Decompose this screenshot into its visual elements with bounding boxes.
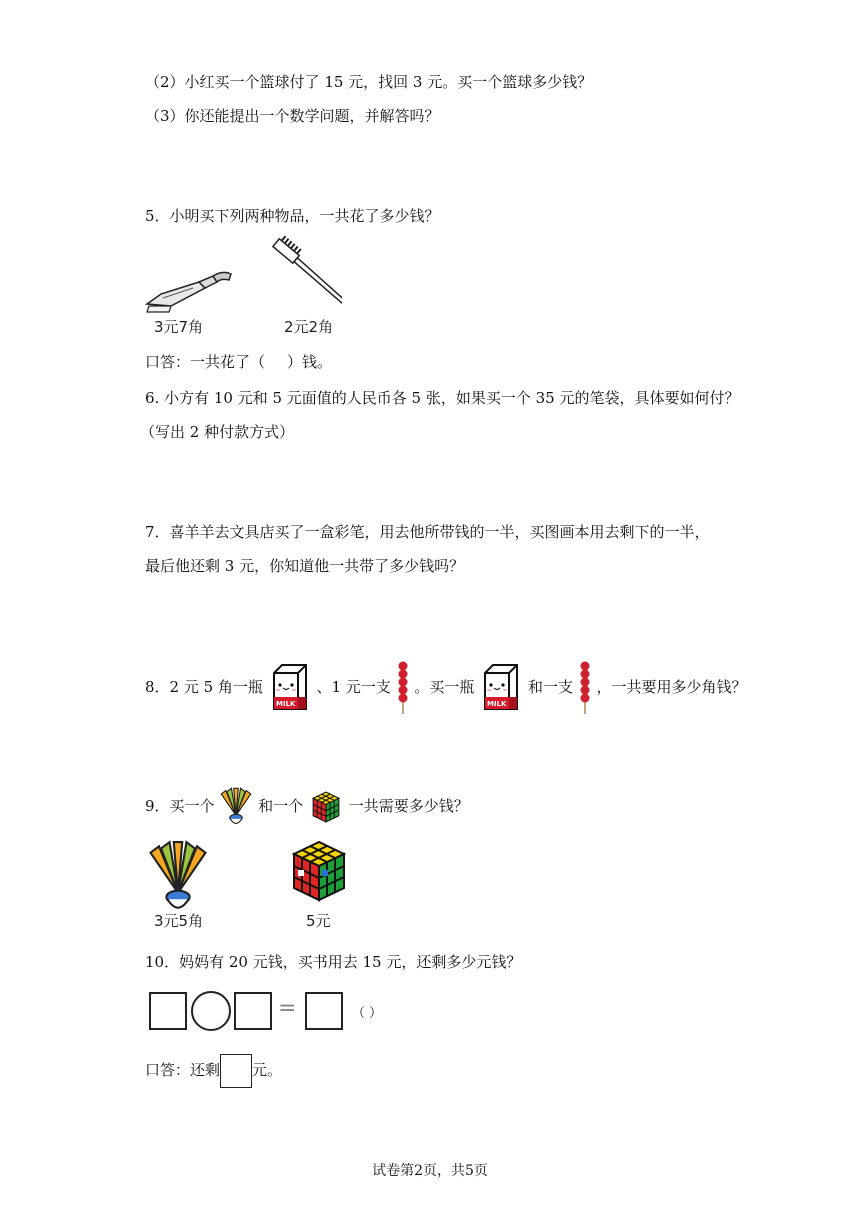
q10-answer [145, 1054, 282, 1088]
candied-haws-icon [396, 660, 410, 716]
q10-question: 10．妈妈有 20 元钱，买书用去 15 元，还剩多少元钱？ [145, 953, 522, 971]
rubiks-cube-large-icon [284, 836, 354, 906]
q6-line2: （写出 2 种付款方式） [140, 423, 295, 441]
q8-part3: 。买一瓶 [414, 678, 475, 696]
toothpaste-price: 3元7角 [154, 318, 204, 336]
q10-answer-box[interactable] [220, 1054, 252, 1088]
page-footer: 试卷第2页，共5页 [372, 1163, 488, 1179]
q4-sub3: （3）你还能提出一个数学问题，并解答吗？ [145, 107, 440, 125]
unit-paren[interactable]: （ ） [352, 1006, 383, 1021]
q7-line2: 最后他还剩 3 元，你知道他一共带了多少钱吗？ [145, 557, 465, 575]
candied-haws-icon [578, 660, 592, 716]
q9-part1: 9．买一个 [145, 797, 215, 815]
q8-question [145, 660, 747, 710]
q5-answer-suffix: ）钱。 [287, 353, 333, 371]
q5-question: 5．小明买下列两种物品，一共花了多少钱？ [145, 207, 440, 225]
milk-carton-icon [479, 663, 523, 713]
q7-line1: 7．喜羊羊去文具店买了一盒彩笔，用去他所带钱的一半，买图画本用去剩下的一半， [145, 523, 710, 541]
shuttlecock-price: 3元5角 [154, 912, 204, 930]
milk-label: MILK [275, 700, 296, 708]
q10-answer-suffix: 元。 [252, 1061, 283, 1079]
q9-question [145, 786, 469, 826]
q9-part2: 和一个 [258, 797, 304, 815]
q8-part2: 、1 元一支 [316, 678, 391, 696]
equation-box-1[interactable] [149, 992, 187, 1030]
rubiks-cube-icon [308, 789, 344, 825]
shuttlecock-icon [219, 787, 253, 827]
toothbrush-price: 2元2角 [284, 318, 334, 336]
q6-line1: 6. 小方有 10 元和 5 元面值的人民币各 5 张，如果买一个 35 元的笔袋，具体要如何付？ [145, 389, 740, 407]
milk-carton-icon [268, 663, 312, 713]
q9-part3: 一共需要多少钱？ [348, 797, 469, 815]
q5-answer-prefix: 口答：一共花了（ [145, 353, 266, 371]
shuttlecock-large-icon [146, 840, 210, 914]
milk-label: MILK [487, 700, 507, 708]
equation-box-result[interactable] [305, 992, 343, 1030]
q8-part4: 和一支 [527, 678, 573, 696]
toothpaste-icon [143, 268, 243, 316]
cube-price: 5元 [306, 912, 331, 930]
q4-sub2: （2）小红买一个篮球付了 15 元，找回 3 元。买一个篮球多少钱？ [145, 73, 593, 91]
q10-answer-prefix: 口答：还剩 [145, 1061, 221, 1079]
toothbrush-icon [258, 236, 342, 312]
q8-part5: ，一共要用多少角钱？ [596, 678, 747, 696]
q8-part1: 8．2 元 5 角一瓶 [145, 678, 263, 696]
equation-box-2[interactable] [234, 992, 272, 1030]
equals-sign: = [278, 996, 297, 1021]
operator-circle[interactable] [191, 991, 231, 1031]
q5-answer [145, 352, 332, 372]
